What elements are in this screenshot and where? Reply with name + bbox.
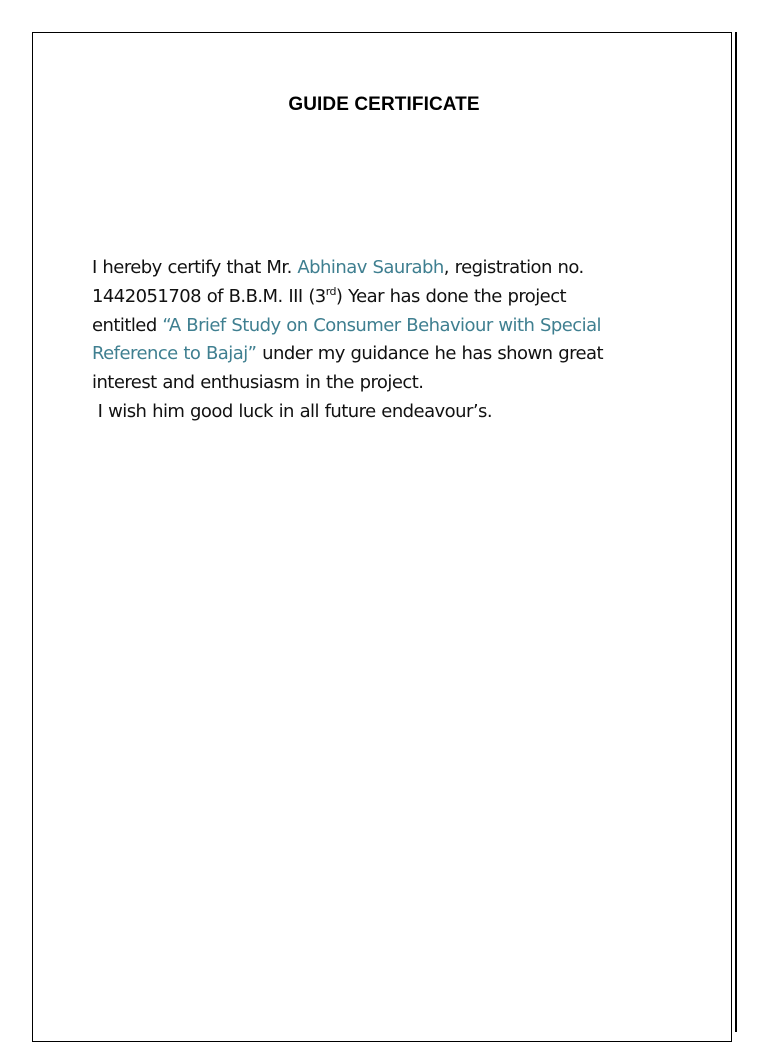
project-title-line1: “A Brief Study on Consumer Behaviour with Special (162, 314, 602, 336)
interest-text: interest and enthusiasm in the project. (92, 372, 424, 394)
project-title-line2: Reference to Bajaj” (92, 343, 257, 365)
wish-text: I wish him good luck in all future endeavour’s. (92, 400, 493, 422)
registration-label: , registration no. (443, 257, 584, 278)
student-name: Abhinav Saurabh (297, 257, 444, 278)
certificate-body (92, 254, 672, 427)
guidance-text: under my guidance he has shown great (256, 343, 604, 365)
page-border-right-edge (735, 32, 737, 1032)
intro-text: I hereby certify that Mr. (92, 257, 298, 278)
registration-number: 1442051708 of B.B.M. III (3 (92, 285, 326, 307)
year-text: ) Year has done the project (335, 285, 567, 307)
certificate-title: GUIDE CERTIFICATE (288, 94, 480, 115)
entitled-label: entitled (92, 314, 163, 336)
page-border (32, 32, 732, 1042)
year-ordinal-suffix: rd (325, 284, 336, 298)
